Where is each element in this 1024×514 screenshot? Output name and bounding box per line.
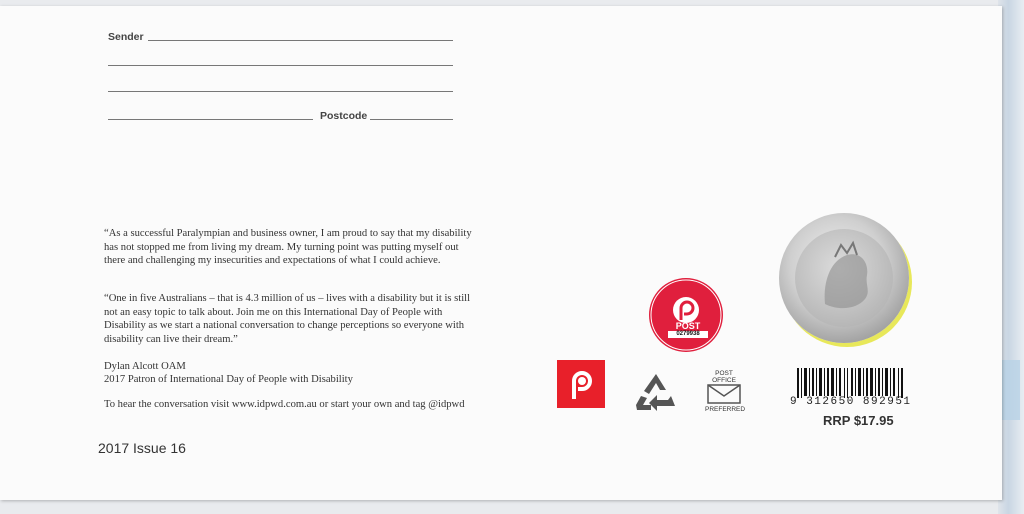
- quote-cta: To hear the conversation visit www.idpwd.com.au or start your own and tag @idpwd: [104, 399, 465, 410]
- envelope-icon: [707, 384, 741, 404]
- barcode-number: 9 312650 892951: [790, 396, 912, 408]
- sticker-code: 0279938: [668, 331, 708, 338]
- australia-post-logo: [557, 360, 605, 408]
- post-office-preferred: [705, 370, 746, 413]
- authentic-merchandise-sticker: [649, 278, 723, 352]
- postcode-line: [370, 119, 453, 120]
- price-label: RRP $17.95: [823, 413, 894, 428]
- quote-author: Dylan Alcott OAM: [104, 361, 186, 372]
- sender-line-3: [108, 91, 453, 92]
- quote-paragraph-1: “As a successful Paralympian and business owner, I am proud to say that my disability has not stopped me from living my dream. My turning point was putting myself out there and challenging my insecurities and expectations of what I could achieve.: [104, 228, 472, 266]
- sender-line-4: [108, 119, 313, 120]
- recycle-icon: [635, 372, 677, 412]
- queen-portrait-icon: [795, 229, 893, 327]
- auspost-p-icon: [564, 367, 598, 401]
- quote-author-title: 2017 Patron of International Day of People with Disability: [104, 374, 353, 385]
- quote-paragraph-2: “One in five Australians – that is 4.3 million of us – lives with a disability but it is still not an easy topic to talk about. Join me on this International Day of People with Disability as we start a national conversation to change perceptions so everyone with disability can live their dream.”: [104, 293, 471, 345]
- coin-portrait: [795, 229, 893, 327]
- issue-label: 2017 Issue 16: [98, 440, 186, 456]
- sticker-ring-icon: [649, 278, 723, 352]
- sticker-post-text: POST: [675, 321, 701, 331]
- sender-line-2: [108, 65, 453, 66]
- barcode-icon: [797, 368, 907, 398]
- sender-line-1: [148, 40, 453, 41]
- preferred-text: PREFERRED: [705, 406, 746, 413]
- sender-label: Sender: [108, 31, 144, 43]
- postcode-label: Postcode: [320, 110, 368, 122]
- post-office-text: POST OFFICE: [712, 370, 736, 384]
